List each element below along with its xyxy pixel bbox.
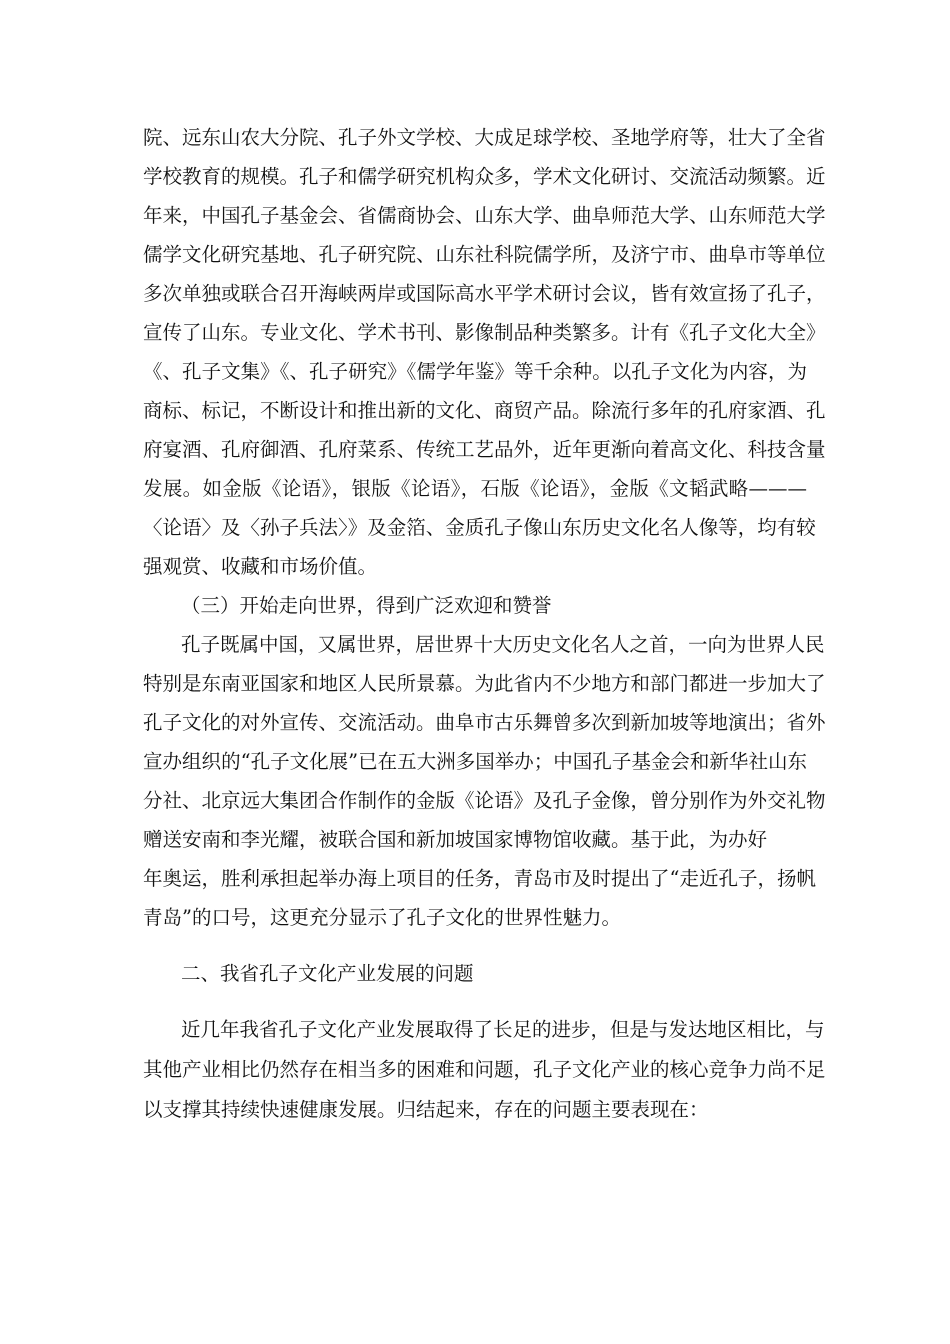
text-line: 赠送安南和李光耀，被联合国和新加坡国家博物馆收藏。基于此，为办好 bbox=[143, 828, 768, 851]
text-line: 院、远东山农大分院、孔子外文学校、大成足球学校、圣地学府等，壮大了全省 bbox=[143, 126, 826, 149]
text-line: 年来，中国孔子基金会、省儒商协会、山东大学、曲阜师范大学、山东师范大学 bbox=[143, 204, 826, 227]
text-line: 儒学文化研究基地、孔子研究院、山东社科院儒学所，及济宁市、曲阜市等单位 bbox=[143, 243, 826, 266]
text-line: 年奥运，胜利承担起举办海上项目的任务，青岛市及时提出了“走近孔子，扬帆 bbox=[143, 867, 816, 890]
text-line: 近几年我省孔子文化产业发展取得了长足的进步，但是与发达地区相比，与 bbox=[181, 1018, 825, 1041]
text-line: 其他产业相比仍然存在相当多的困难和问题，孔子文化产业的核心竞争力尚不足 bbox=[143, 1058, 826, 1081]
text-line: 青岛”的口号，这更充分显示了孔子文化的世界性魅力。 bbox=[143, 906, 621, 929]
text-line: 多次单独或联合召开海峡两岸或国际高水平学术研讨会议，皆有效宣扬了孔子， bbox=[143, 282, 826, 305]
text-line: 学校教育的规模。孔子和儒学研究机构众多，学术文化研讨、交流活动频繁。近 bbox=[143, 165, 826, 188]
text-line: 宣传了山东。专业文化、学术书刊、影像制品种类繁多。计有《孔子文化大全》 bbox=[143, 321, 826, 344]
text-line: 《、孔子文集》《、孔子研究》《儒学年鉴》等千余种。以孔子文化为内容，为 bbox=[143, 360, 807, 383]
text-line: 发展。如金版《论语》，银版《论语》，石版《论语》，金版《文韬武略——— bbox=[143, 477, 807, 500]
text-line: 宣办组织的“孔子文化展”已在五大洲多国举办；中国孔子基金会和新华社山东 bbox=[143, 750, 807, 773]
section-heading: （三）开始走向世界，得到广泛欢迎和赞誉 bbox=[181, 594, 552, 617]
text-line: 强观赏、收藏和市场价值。 bbox=[143, 555, 378, 578]
text-line: 〈论语〉及〈孙子兵法〉》及金箔、金质孔子像山东历史文化名人像等，均有较 bbox=[143, 516, 816, 539]
text-line: 以支撑其持续快速健康发展。归结起来，存在的问题主要表现在： bbox=[143, 1098, 709, 1121]
text-line: 府宴酒、孔府御酒、孔府菜系、传统工艺品外，近年更渐向着高文化、科技含量 bbox=[143, 438, 826, 461]
text-line: 商标、标记，不断设计和推出新的文化、商贸产品。除流行多年的孔府家酒、孔 bbox=[143, 399, 826, 422]
text-line: 孔子文化的对外宣传、交流活动。曲阜市古乐舞曾多次到新加坡等地演出；省外 bbox=[143, 711, 826, 734]
text-line: 分社、北京远大集团合作制作的金版《论语》及孔子金像，曾分别作为外交礼物 bbox=[143, 789, 826, 812]
text-line: 特别是东南亚国家和地区人民所景慕。为此省内不少地方和部门都进一步加大了 bbox=[143, 672, 826, 695]
section-heading: 二、我省孔子文化产业发展的问题 bbox=[181, 962, 474, 985]
text-line: 孔子既属中国，又属世界，居世界十大历史文化名人之首，一向为世界人民 bbox=[181, 633, 825, 656]
